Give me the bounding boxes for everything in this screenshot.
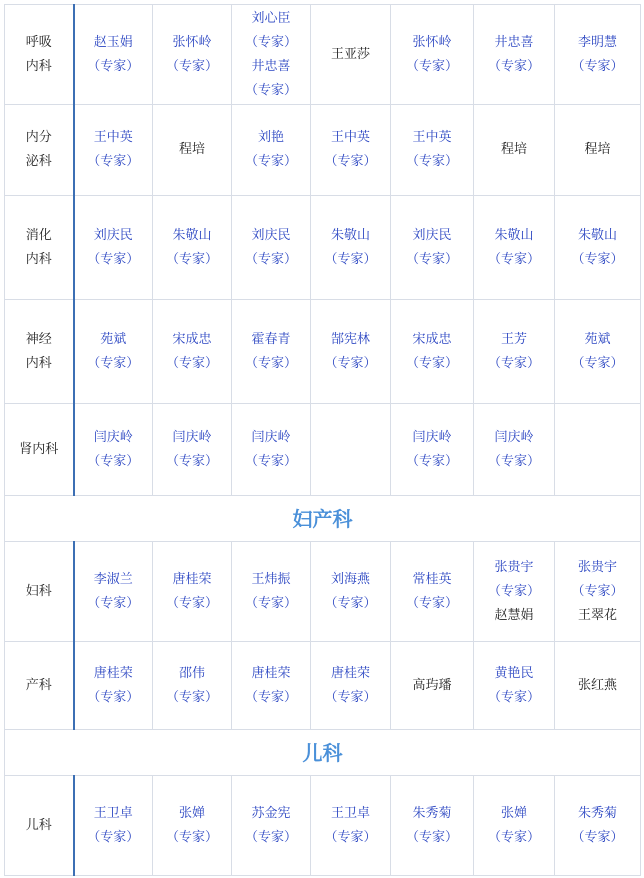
doctor-name: 王亚莎 (330, 46, 370, 62)
doctor-name: 刘艳 (257, 130, 284, 145)
doctor-cell (474, 642, 555, 730)
doctor-cell (311, 196, 391, 300)
doctor-name: 王芳 (500, 331, 527, 347)
doctor-name: 霍春青 (251, 331, 291, 347)
expert-tag: （专家） (244, 82, 297, 98)
doctor-name: 闫庆岭 (494, 429, 534, 445)
expert-tag: （专家） (571, 355, 624, 371)
doctor-name: 程培 (584, 142, 611, 157)
expert-tag: （专家） (324, 251, 377, 267)
doctor-cell (74, 196, 153, 300)
expert-tag: （专家） (165, 355, 218, 371)
doctor-name: 王炜振 (251, 571, 291, 587)
doctor-name: 张怀岭 (412, 34, 452, 50)
doctor-cell (74, 300, 153, 404)
department-row (5, 404, 641, 496)
doctor-name: 闫庆岭 (93, 429, 133, 445)
expert-tag: （专家） (244, 689, 297, 705)
expert-tag: （专家） (487, 453, 540, 469)
department-row (5, 642, 641, 730)
expert-tag: （专家） (405, 251, 458, 267)
doctor-cell (74, 404, 153, 496)
doctor-cell (555, 300, 641, 404)
doctor-cell (232, 642, 311, 730)
expert-tag: （专家） (405, 453, 458, 469)
doctor-name: 唐桂荣 (251, 665, 291, 681)
doctor-cell (474, 196, 555, 300)
doctor-name: 朱敬山 (494, 227, 534, 243)
expert-tag: （专家） (165, 58, 218, 74)
department-name (5, 404, 74, 496)
expert-tag: （专家） (405, 829, 458, 845)
department-name (5, 776, 74, 876)
doctor-name: 井忠喜 (251, 58, 291, 74)
doctor-name: 程培 (500, 142, 527, 157)
doctor-cell (153, 300, 232, 404)
section-header-row (5, 730, 641, 776)
doctor-name: 王卫卓 (93, 805, 133, 821)
expert-tag: （专家） (324, 154, 377, 169)
doctor-name: 张贵宇 (494, 559, 534, 575)
department-name (5, 300, 74, 404)
expert-tag: （专家） (87, 251, 140, 267)
department-name-line: 儿科 (25, 817, 52, 833)
doctor-name: 朱秀菊 (577, 805, 617, 821)
doctor-cell (153, 5, 232, 105)
doctor-name: 唐桂荣 (172, 571, 212, 587)
doctor-name: 闫庆岭 (172, 429, 212, 445)
doctor-name: 朱敬山 (330, 227, 370, 243)
expert-tag: （专家） (405, 58, 458, 74)
doctor-name: 唐桂荣 (93, 665, 133, 681)
doctor-name: 刘庆民 (251, 227, 291, 243)
doctor-name: 王中英 (330, 130, 370, 145)
expert-tag: （专家） (571, 829, 624, 845)
doctor-cell (311, 542, 391, 642)
expert-tag: （专家） (487, 829, 540, 845)
doctor-cell (555, 642, 641, 730)
department-name-line: 内科 (25, 58, 52, 74)
expert-tag: （专家） (87, 829, 140, 845)
doctor-name: 郜宪林 (330, 331, 370, 347)
doctor-cell (555, 776, 641, 876)
doctor-cell (232, 776, 311, 876)
department-name-line: 消化 (25, 227, 52, 243)
expert-tag: （专家） (244, 154, 297, 169)
doctor-name: 苏金宪 (251, 805, 291, 821)
doctor-name: 赵玉娟 (93, 34, 133, 50)
doctor-name: 王中英 (412, 130, 452, 145)
doctor-name: 朱敬山 (577, 227, 617, 243)
doctor-cell (474, 300, 555, 404)
doctor-cell (153, 105, 232, 196)
section-title: 妇产科 (5, 496, 641, 542)
department-row (5, 776, 641, 876)
expert-tag: （专家） (571, 251, 624, 267)
doctor-name: 井忠喜 (494, 34, 534, 50)
department-name-line: 产科 (25, 677, 52, 693)
doctor-cell (555, 404, 641, 496)
doctor-name: 刘海燕 (330, 571, 370, 587)
doctor-name: 宋成忠 (172, 331, 212, 347)
doctor-cell (153, 196, 232, 300)
expert-tag: （专家） (165, 829, 218, 845)
doctor-name: 黄艳民 (494, 665, 534, 681)
department-name (5, 642, 74, 730)
expert-tag: （专家） (87, 689, 140, 705)
doctor-name: 张贵宇 (577, 559, 617, 575)
expert-tag: （专家） (244, 355, 297, 371)
doctor-name: 李淑兰 (93, 571, 133, 587)
department-name-line: 肾内科 (19, 441, 59, 457)
department-row (5, 5, 641, 105)
expert-tag: （专家） (571, 583, 624, 599)
doctor-cell (232, 5, 311, 105)
doctor-cell (391, 105, 474, 196)
doctor-name: 闫庆岭 (412, 429, 452, 445)
doctor-cell (153, 404, 232, 496)
doctor-name: 唐桂荣 (330, 665, 370, 681)
doctor-cell (391, 642, 474, 730)
expert-tag: （专家） (165, 689, 218, 705)
doctor-name: 李明慧 (577, 34, 617, 50)
doctor-name: 张婵 (500, 805, 527, 821)
doctor-cell (391, 404, 474, 496)
doctor-cell (474, 404, 555, 496)
department-name-line: 内科 (25, 355, 52, 371)
doctor-cell (232, 105, 311, 196)
department-name-line: 内科 (25, 251, 52, 267)
expert-tag: （专家） (87, 453, 140, 469)
expert-tag: （专家） (405, 154, 458, 169)
expert-tag: （专家） (165, 595, 218, 611)
expert-tag: （专家） (165, 251, 218, 267)
doctor-cell (232, 300, 311, 404)
expert-tag: （专家） (487, 689, 540, 705)
doctor-name: 王卫卓 (330, 805, 370, 821)
duty-schedule-table (4, 4, 641, 876)
doctor-name: 张怀岭 (172, 34, 212, 50)
department-name-line: 内分 (25, 130, 52, 145)
expert-tag: （专家） (487, 355, 540, 371)
doctor-name: 高玙璠 (412, 677, 452, 693)
department-name-line: 泌科 (25, 154, 52, 169)
doctor-cell (391, 776, 474, 876)
doctor-name: 苑斌 (100, 331, 127, 347)
doctor-cell (555, 542, 641, 642)
expert-tag: （专家） (87, 154, 140, 169)
expert-tag: （专家） (87, 58, 140, 74)
expert-tag: （专家） (244, 595, 297, 611)
doctor-cell (74, 5, 153, 105)
expert-tag: （专家） (244, 453, 297, 469)
doctor-cell (311, 105, 391, 196)
doctor-name: 王翠花 (577, 607, 617, 623)
doctor-cell (153, 776, 232, 876)
expert-tag: （专家） (487, 583, 540, 599)
department-name (5, 196, 74, 300)
expert-tag: （专家） (87, 355, 140, 371)
doctor-cell (474, 776, 555, 876)
expert-tag: （专家） (405, 355, 458, 371)
doctor-cell (232, 404, 311, 496)
department-name (5, 5, 74, 105)
department-name-line: 妇科 (25, 583, 52, 599)
doctor-name: 刘心臣 (251, 10, 291, 26)
expert-tag: （专家） (405, 595, 458, 611)
doctor-cell (474, 5, 555, 105)
expert-tag: （专家） (487, 251, 540, 267)
expert-tag: （专家） (487, 58, 540, 74)
doctor-name: 刘庆民 (412, 227, 452, 243)
expert-tag: （专家） (571, 58, 624, 74)
doctor-name: 宋成忠 (412, 331, 452, 347)
doctor-cell (555, 105, 641, 196)
doctor-cell (391, 196, 474, 300)
doctor-cell (74, 642, 153, 730)
doctor-cell (555, 5, 641, 105)
expert-tag: （专家） (87, 595, 140, 611)
doctor-name: 闫庆岭 (251, 429, 291, 445)
doctor-cell (391, 542, 474, 642)
doctor-name: 朱敬山 (172, 227, 212, 243)
department-row (5, 105, 641, 196)
doctor-cell (74, 105, 153, 196)
doctor-name: 王中英 (93, 130, 133, 145)
section-header-row (5, 496, 641, 542)
doctor-cell (153, 542, 232, 642)
doctor-cell (153, 642, 232, 730)
doctor-name: 邵伟 (178, 665, 205, 681)
doctor-cell (311, 5, 391, 105)
expert-tag: （专家） (324, 689, 377, 705)
doctor-name: 苑斌 (584, 331, 611, 347)
doctor-cell (311, 642, 391, 730)
department-name (5, 542, 74, 642)
expert-tag: （专家） (324, 595, 377, 611)
expert-tag: （专家） (324, 829, 377, 845)
doctor-name: 常桂英 (412, 571, 452, 587)
doctor-cell (232, 542, 311, 642)
doctor-cell (311, 404, 391, 496)
doctor-cell (74, 542, 153, 642)
doctor-cell (391, 300, 474, 404)
expert-tag: （专家） (244, 829, 297, 845)
expert-tag: （专家） (244, 251, 297, 267)
doctor-name: 程培 (178, 142, 205, 157)
doctor-name: 刘庆民 (93, 227, 133, 243)
doctor-name: 朱秀菊 (412, 805, 452, 821)
doctor-cell (474, 542, 555, 642)
doctor-cell (555, 196, 641, 300)
doctor-name: 张红燕 (577, 677, 617, 693)
doctor-cell (74, 776, 153, 876)
expert-tag: （专家） (324, 355, 377, 371)
department-name-line: 神经 (25, 331, 52, 347)
doctor-cell (391, 5, 474, 105)
doctor-cell (311, 300, 391, 404)
expert-tag: （专家） (244, 34, 297, 50)
department-row (5, 542, 641, 642)
doctor-cell (474, 105, 555, 196)
expert-tag: （专家） (165, 453, 218, 469)
department-row (5, 300, 641, 404)
department-row (5, 196, 641, 300)
section-title: 儿科 (5, 730, 641, 776)
doctor-name: 张婵 (178, 805, 205, 821)
doctor-cell (232, 196, 311, 300)
department-name (5, 105, 74, 196)
doctor-name: 赵慧娟 (494, 607, 534, 623)
doctor-cell (311, 776, 391, 876)
department-name-line: 呼吸 (25, 34, 52, 50)
